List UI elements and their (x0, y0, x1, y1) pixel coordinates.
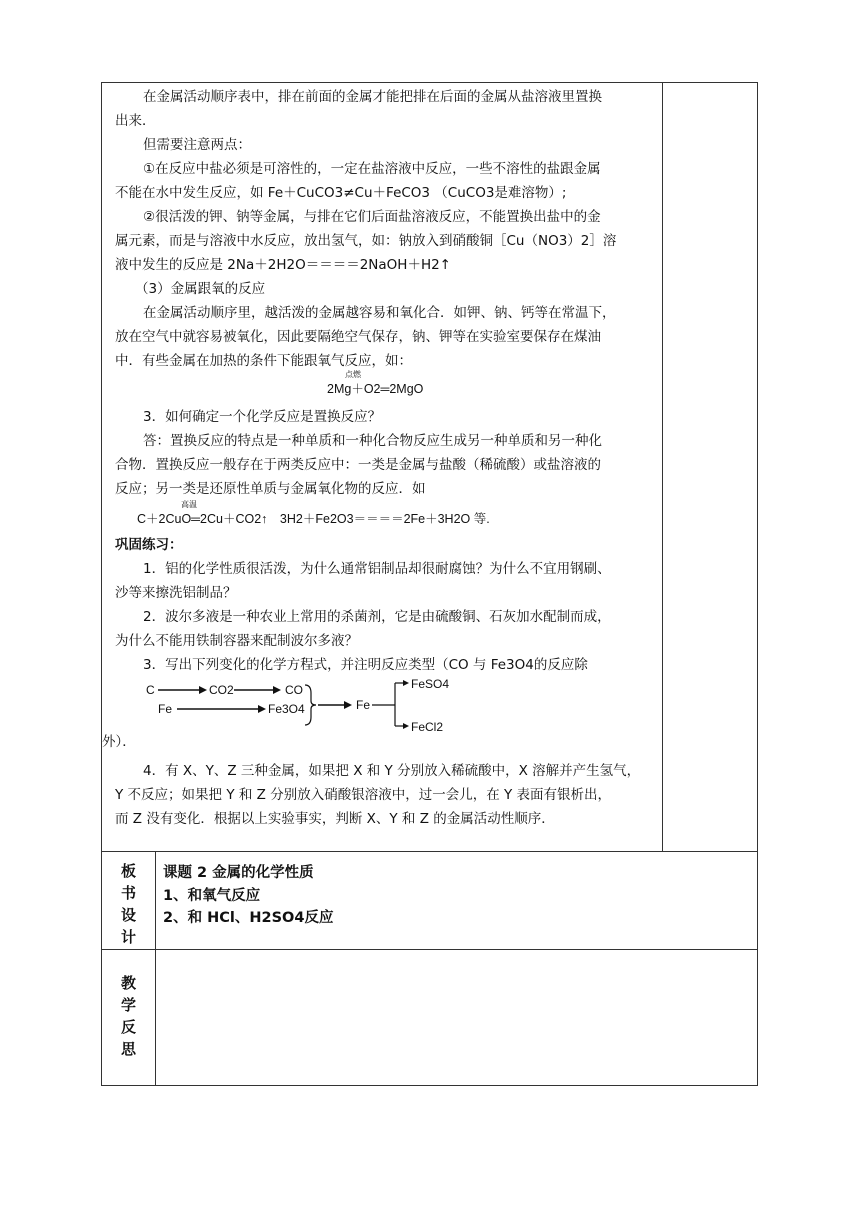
arrow-head (344, 701, 352, 709)
question-line: Y 不反应；如果把 Y 和 Z 分别放入硝酸银溶液中，过一会儿，在 Y 表面有银析出， (115, 787, 612, 803)
teaching-reflection-label: 教 学 反 思 (120, 974, 136, 1058)
paragraph-line: ①在反应中盐必须是可溶性的，一定在盐溶液中反应，一些不溶性的盐跟金属 (143, 161, 601, 177)
board-line: 2、和 HCl、H2SO4反应 (163, 910, 334, 926)
arrow-head (403, 680, 409, 686)
question-line: 沙等来擦洗铝制品？ (115, 585, 237, 601)
diagram-node-co2: CO2 (209, 683, 234, 697)
diagram-node-fe-mid: Fe (356, 698, 371, 712)
reaction-condition: 点燃 (345, 370, 361, 379)
paragraph-line: 液中发生的反应是 2Na＋2H2O＝＝＝＝2NaOH＋H2↑ (115, 257, 451, 273)
practice-title: 巩固练习： (115, 537, 183, 553)
section-heading: （3）金属跟氧的反应 (135, 281, 266, 297)
board-design-label: 板 书 设 计 (120, 862, 136, 946)
arrow-head (273, 686, 281, 694)
question-line: 为什么不能用铁制容器来配制波尔多液？ (115, 633, 358, 649)
diagram-node-c: C (146, 683, 155, 697)
board-line: 1、和氧气反应 (163, 888, 261, 904)
question-line: 3．写出下列变化的化学方程式，并注明反应类型（CO 与 Fe3O4的反应除 (143, 657, 588, 673)
reaction-condition: 高温 (181, 500, 197, 509)
reflection-content (156, 950, 756, 1085)
question-line: 而 Z 没有变化．根据以上实验事实，判断 X、Y 和 Z 的金属活动性顺序． (115, 811, 555, 827)
board-line: 课题 2 金属的化学性质 (163, 865, 314, 881)
paragraph-line: 不能在水中发生反应，如 Fe＋CuCO3≠Cu＋FeCO3 （CuCO3是难溶物）; (115, 185, 567, 201)
diagram-node-feso4: FeSO4 (411, 679, 450, 691)
arrow-head (258, 705, 266, 713)
paragraph-line: 在金属活动顺序表中，排在前面的金属才能把排在后面的金属从盐溶液里置换 (143, 89, 602, 105)
paragraph-line: 属元素，而是与溶液中水反应，放出氢气，如：钠放入到硝酸铜［Cu（NO3）2］溶 (115, 233, 617, 249)
paragraph-line: 中．有些金属在加热的条件下能跟氧气反应，如： (115, 353, 412, 369)
paragraph-line: 合物．置换反应一般存在于两类反应中：一类是金属与盐酸（稀硫酸）或盐溶液的 (115, 457, 601, 473)
paragraph-line: 但需要注意两点： (143, 137, 251, 153)
question-line: 2．波尔多液是一种农业上常用的杀菌剂，它是由硫酸铜、石灰加水配制而成， (143, 609, 611, 625)
paragraph-line: 答：置换反应的特点是一种单质和一种化合物反应生成另一种单质和另一种化 (143, 433, 602, 449)
arrow-head (403, 723, 409, 729)
equation: 2Mg＋O2═2MgO (327, 382, 424, 396)
paragraph-line: 放在空气中就容易被氧化，因此要隔绝空气保存，钠、钾等在实验室要保存在煤油 (115, 329, 601, 345)
paragraph-line: 出来． (115, 113, 156, 129)
question-line: 外）． (102, 734, 136, 750)
reaction-flow-diagram (137, 679, 467, 749)
right-column-divider (662, 83, 663, 851)
question-line: 3．如何确定一个化学反应是置换反应？ (143, 409, 382, 425)
merge-brace (305, 685, 316, 725)
arrow-head (199, 686, 207, 694)
diagram-node-fecl2: FeCl2 (411, 720, 444, 734)
paragraph-line: 反应；另一类是还原性单质与金属氧化物的反应．如 (115, 481, 426, 497)
diagram-node-fe: Fe (158, 702, 173, 716)
paragraph-line: ②很活泼的钾、钠等金属，与排在它们后面盐溶液反应，不能置换出盐中的金 (143, 209, 601, 225)
lesson-plan-table (101, 82, 758, 1086)
diagram-node-co: CO (285, 683, 303, 697)
question-line: 4．有 X、Y、Z 三种金属，如果把 X 和 Y 分别放入稀硫酸中，X 溶解并产生氢气， (143, 763, 641, 779)
question-line: 1．铝的化学性质很活泼，为什么通常铝制品却很耐腐蚀？为什么不宜用钢刷、 (143, 561, 611, 577)
paragraph-line: 在金属活动顺序里，越活泼的金属越容易和氧化合．如钾、钠、钙等在常温下， (143, 305, 616, 321)
row-divider-1 (102, 851, 757, 852)
diagram-node-fe3o4: Fe3O4 (268, 702, 305, 716)
equation: C＋2CuO═2Cu＋CO2↑ 3H2＋Fe2O3＝＝＝＝2Fe＋3H2O 等. (137, 512, 490, 526)
